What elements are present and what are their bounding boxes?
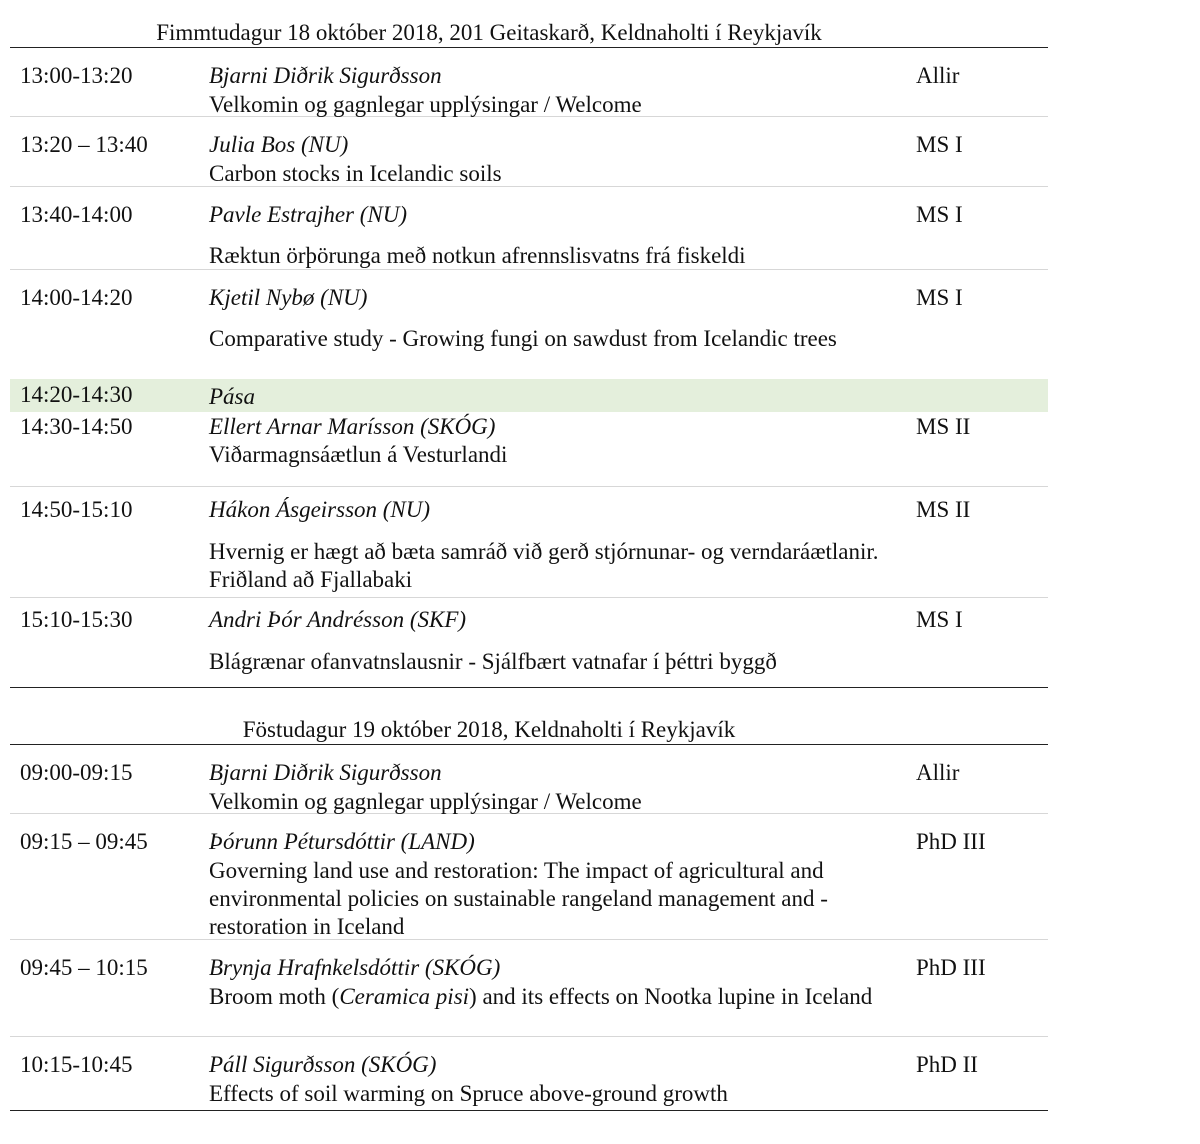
course-code: MS I	[916, 202, 963, 227]
day2-heading: Föstudagur 19 október 2018, Keldnaholti í Reykjavík	[10, 715, 1048, 745]
speaker-name: Andri Þór Andrésson (SKF)	[209, 607, 467, 632]
time-slot: 13:00-13:20	[20, 63, 133, 88]
course-code: PhD II	[916, 1052, 978, 1077]
course-code: MS II	[916, 414, 971, 439]
time-slot: 09:45 – 10:15	[20, 955, 148, 980]
speaker-name: Julia Bos (NU)	[209, 132, 349, 157]
schedule-row	[10, 487, 1048, 598]
course-code: MS II	[916, 497, 971, 522]
talk-title: Velkomin og gagnlegar upplýsingar / Welcome	[209, 789, 642, 814]
course-code: Allir	[916, 63, 960, 88]
course-code: MS I	[916, 607, 963, 632]
speaker-name: Bjarni Diðrik Sigurðsson	[209, 760, 442, 785]
schedule-row	[10, 270, 1048, 379]
schedule-row	[10, 187, 1048, 270]
day1-schedule	[10, 18, 1048, 688]
time-slot: 13:40-14:00	[20, 202, 133, 227]
schedule-row	[10, 598, 1048, 688]
speaker-name: Brynja Hrafnkelsdóttir (SKÓG)	[209, 955, 501, 980]
course-code: MS I	[916, 285, 963, 310]
schedule-row	[10, 814, 1048, 940]
course-code: PhD III	[916, 955, 986, 980]
course-code: Allir	[916, 760, 960, 785]
talk-title: Velkomin og gagnlegar upplýsingar / Welcome	[209, 92, 642, 117]
schedule-row	[10, 1037, 1048, 1111]
talk-title: Ræktun örþörunga með notkun afrennslisvatns frá fiskeldi	[209, 243, 746, 268]
day2-schedule	[10, 715, 1048, 1111]
schedule-row	[10, 48, 1048, 117]
speaker-name: Þórunn Pétursdóttir (LAND)	[209, 829, 475, 854]
day1-heading: Fimmtudagur 18 október 2018, 201 Geitaskarð, Keldnaholti í Reykjavík	[10, 18, 1048, 48]
time-slot: 09:00-09:15	[20, 760, 133, 785]
speaker-name: Pavle Estrajher (NU)	[209, 202, 408, 227]
talk-title-end: ) and its effects on Nootka lupine in Iceland	[469, 984, 873, 1009]
speaker-name: Ellert Arnar Marísson (SKÓG)	[209, 414, 496, 439]
course-code: MS I	[916, 132, 963, 157]
talk-title: Comparative study - Growing fungi on sawdust from Icelandic trees	[209, 326, 837, 351]
talk-title: Effects of soil warming on Spruce above-ground growth	[209, 1081, 728, 1106]
time-slot: 15:10-15:30	[20, 607, 133, 632]
time-slot: 14:30-14:50	[20, 414, 133, 439]
schedule-row	[10, 940, 1048, 1037]
talk-title: Governing land use and restoration: The impact of agricultural and environmental policies on sustainable rangeland management and - restoration in Iceland	[209, 858, 828, 939]
talk-title: Carbon stocks in Icelandic soils	[209, 161, 502, 186]
time-slot: 10:15-10:45	[20, 1052, 133, 1077]
speaker-name: Páll Sigurðsson (SKÓG)	[209, 1052, 437, 1077]
time-slot: 14:00-14:20	[20, 285, 133, 310]
pause-row	[10, 379, 1048, 412]
time-slot: 09:15 – 09:45	[20, 829, 148, 854]
speaker-name: Bjarni Diðrik Sigurðsson	[209, 63, 442, 88]
break-label: Pása	[209, 384, 255, 409]
time-slot: 14:50-15:10	[20, 497, 133, 522]
speaker-name: Hákon Ásgeirsson (NU)	[209, 497, 431, 522]
talk-title: Hvernig er hægt að bæta samráð við gerð stjórnunar- og verndaráætlanir. Friðland að Fjallabaki	[209, 539, 879, 592]
schedule-row	[10, 745, 1048, 814]
time-slot: 13:20 – 13:40	[20, 132, 148, 157]
talk-title	[209, 983, 899, 1011]
talk-title-start: Broom moth (	[209, 984, 340, 1009]
talk-title: Viðarmagnsáætlun á Vesturlandi	[209, 442, 508, 467]
speaker-name: Kjetil Nybø (NU)	[209, 285, 368, 310]
schedule-row	[10, 117, 1048, 187]
species-name: Ceramica pisi	[339, 984, 470, 1009]
schedule-row	[10, 412, 1048, 487]
talk-title: Blágrænar ofanvatnslausnir - Sjálfbært vatnafar í þéttri byggð	[209, 649, 777, 674]
time-slot: 14:20-14:30	[20, 382, 133, 407]
course-code: PhD III	[916, 829, 986, 854]
